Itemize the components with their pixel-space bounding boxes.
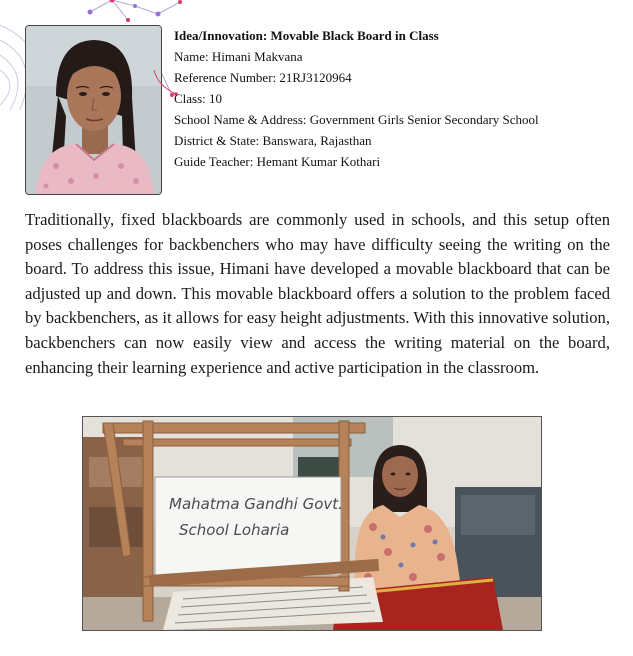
school-name-address: School Name & Address: Government Girls Senior Secondary School xyxy=(174,112,539,127)
board-text-line1: Mahatma Gandhi Govt. xyxy=(169,495,343,513)
reference-number: Reference Number: 21RJ3120964 xyxy=(174,70,352,85)
innovation-photo xyxy=(82,416,542,631)
guide-teacher: Guide Teacher: Hemant Kumar Kothari xyxy=(174,154,381,169)
board-text-line2: School Loharia xyxy=(179,521,290,539)
student-portrait-photo xyxy=(25,25,162,195)
innovation-description: Traditionally, fixed blackboards are commonly used in schools, and this setup often poses challenges for backbenchers who may have difficulty seeing the writing on the board. To address this issue, Himani have developed a movable blackboard that can be adjusted up and down. This movable blackboard offers a solution to the problem faced by backbenchers, as it allows for easy height adjustments. With this innovative solution, backbenchers can now easily view and access the writing material on the board, enhancing their learning experience and active participation in the classroom. xyxy=(25,210,610,377)
student-class: Class: 10 xyxy=(174,91,223,106)
student-info-block xyxy=(174,25,614,172)
district-state: District & State: Banswara, Rajasthan xyxy=(174,133,372,148)
student-name: Name: Himani Makvana xyxy=(174,49,303,64)
innovation-title: Idea/Innovation: Movable Black Board in Class xyxy=(174,28,439,43)
